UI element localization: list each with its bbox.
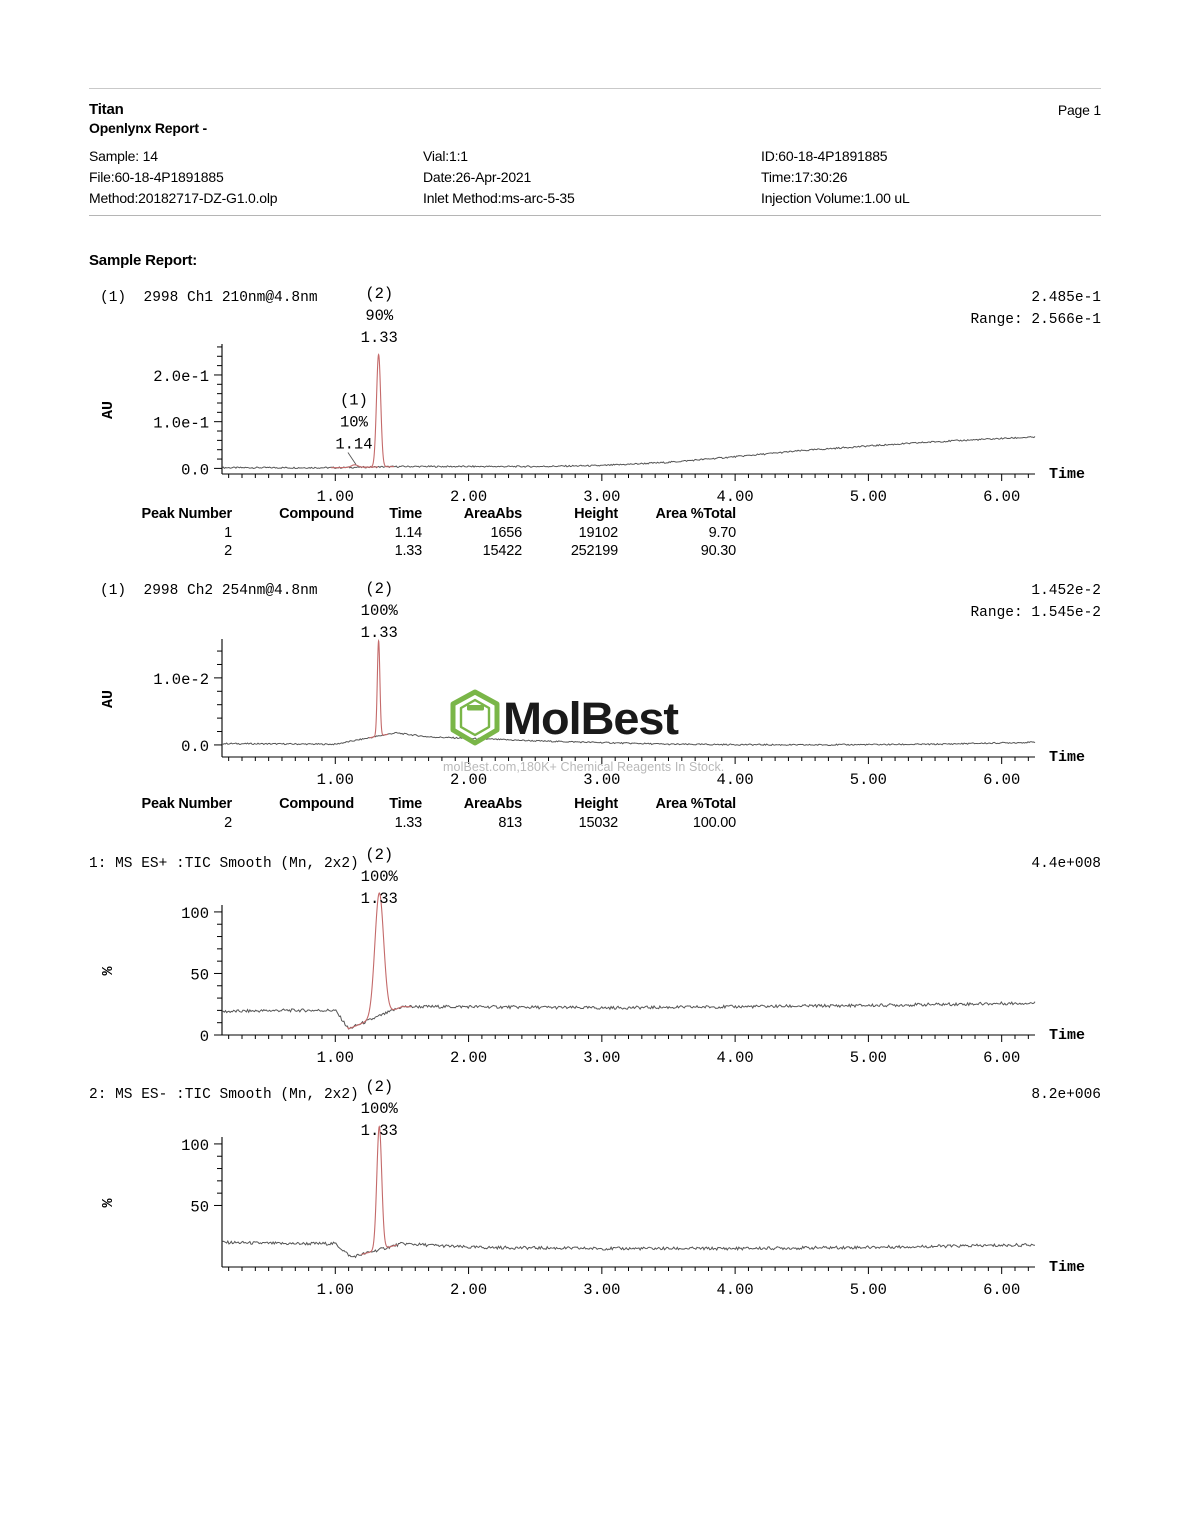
cell-time: 1.14 [394,525,422,541]
cell-time: 1.33 [394,543,422,559]
x-tick-label: 3.00 [583,1049,621,1067]
table-row [100,524,736,542]
peak-annotation-line: (2) [365,846,394,864]
x-tick-label: 5.00 [849,1281,888,1299]
cell-peak-number: 2 [224,543,232,559]
x-tick-label: 2.00 [449,488,488,506]
y-tick-label: 1.0e-2 [153,670,209,689]
y-tick-label: 0.0 [181,737,209,756]
annotation-leader-line [348,453,356,465]
chromatogram-ch1-210nm [0,285,1190,516]
y-axis-label: AU [100,689,117,709]
chart-title-ch2: (1) 2998 Ch2 254nm@4.8nm [100,583,318,599]
file-field: File:60-18-4P1891885 [89,169,224,185]
cell-height: 252199 [570,543,618,559]
peak-annotation-line: 1.33 [360,329,398,347]
instrument-name: Titan [89,101,124,118]
x-axis-label: Time [1049,749,1086,766]
watermark-tagline: molBest.com,180K+ Chemical Reagents In Stock. [443,760,725,774]
chart-title-ch1: (1) 2998 Ch1 210nm@4.8nm [100,290,318,306]
x-axis-label: Time [1049,1259,1086,1276]
x-tick-label: 5.00 [849,488,888,506]
chart-intensity-ch1: 2.485e-1 [1031,290,1101,306]
peak-annotation-line: 1.14 [335,435,373,454]
y-tick-label: 0 [199,1028,209,1046]
x-tick-label: 6.00 [983,771,1021,789]
peak-annotation-line: 10% [339,413,368,432]
cell-height: 15032 [578,815,618,831]
molbest-wordmark: MolBest [503,693,680,744]
cell-compound [232,542,354,560]
th-compound: Compound [279,796,354,812]
y-tick-label: 100 [181,1136,209,1155]
peak-annotation-line: (1) [339,391,368,410]
x-axis-label: Time [1049,1027,1086,1044]
x-tick-label: 3.00 [583,771,621,789]
sample-field: Sample: 14 [89,148,158,164]
th-height: Height [574,796,618,812]
y-tick-label: 50 [190,1198,209,1217]
peak-annotation-line: 1.33 [360,624,398,642]
table-row [100,814,736,832]
id-field: ID:60-18-4P1891885 [761,148,888,164]
x-tick-label: 1.00 [316,771,354,789]
x-tick-label: 5.00 [849,1049,888,1067]
th-peak-number: Peak Number [141,506,232,522]
cell-height: 19102 [578,525,618,541]
x-tick-label: 1.00 [316,488,354,506]
x-tick-label: 6.00 [983,1049,1021,1067]
vial-field: Vial:1:1 [423,148,468,164]
peak-annotation-line: (2) [365,1078,394,1096]
cell-peak-number: 1 [224,525,232,541]
table-ch1 [100,505,736,560]
chart-intensity-ms-es-neg: 8.2e+006 [1031,1087,1101,1103]
table-header-row [100,505,736,524]
header-rule-top [89,88,1101,89]
x-tick-label: 1.00 [316,1049,354,1067]
y-axis-label: % [100,1198,117,1208]
chart-title-ms-es-neg: 2: MS ES- :TIC Smooth (Mn, 2x2) [89,1087,359,1103]
section-title: Sample Report: [89,252,198,269]
y-axis-label: AU [100,400,117,420]
x-tick-label: 2.00 [449,1281,488,1299]
x-tick-label: 4.00 [716,771,754,789]
x-tick-label: 2.00 [449,771,488,789]
method-field: Method:20182717-DZ-G1.0.olp [89,190,278,206]
th-area-pct-total: Area %Total [655,506,736,522]
peak-annotation-line: 90% [365,307,394,325]
header-fields [89,146,1101,209]
chart-intensity-ch2: 1.452e-2 [1031,583,1101,599]
peak-annotation-line: (2) [365,285,394,303]
table-ch2 [100,795,736,832]
y-tick-label: 2.0e-1 [153,367,209,386]
x-tick-label: 3.00 [583,1281,621,1299]
th-peak-number: Peak Number [141,796,232,812]
x-axis-label: Time [1049,466,1086,483]
x-tick-label: 3.00 [583,488,621,506]
inlet-method-field: Inlet Method:ms-arc-5-35 [423,190,575,206]
cell-area-abs: 15422 [482,543,522,559]
peak-trace-1 [369,641,388,738]
y-tick-label: 1.0e-1 [153,414,209,433]
time-field: Time:17:30:26 [761,169,848,185]
chart-range-ch1: Range: 2.566e-1 [970,312,1101,328]
ch1-210nm-svg [0,285,1190,511]
y-axis-label: % [100,966,117,976]
x-tick-label: 1.00 [316,1281,354,1299]
report-title: Openlynx Report - [89,120,207,136]
x-tick-label: 2.00 [449,1049,488,1067]
report-header [89,100,1101,138]
page-number: Page 1 [1057,102,1101,118]
header-field-row [89,188,1101,209]
chart-range-ch2: Range: 1.545e-2 [970,605,1101,621]
peak-annotation-line: 100% [360,868,398,886]
header-field-row [89,146,1101,167]
peak-annotation-line: (2) [365,580,394,598]
cell-area-pct: 9.70 [708,525,736,541]
chart-intensity-ms-es-pos: 4.4e+008 [1031,856,1101,872]
table-header-row [100,795,736,814]
th-compound: Compound [279,506,354,522]
baseline-trace [222,1241,1035,1257]
x-tick-label: 5.00 [849,771,888,789]
cell-compound [232,524,354,542]
peak-annotation-line: 1.33 [360,890,398,908]
x-tick-label: 6.00 [983,488,1021,506]
y-tick-label: 0.0 [181,461,209,480]
cell-area-pct: 90.30 [700,543,736,559]
th-area-pct-total: Area %Total [655,796,736,812]
baseline-trace [222,732,1035,745]
peak-trace-1 [347,893,411,1029]
x-tick-label: 4.00 [716,1049,754,1067]
cell-area-pct: 100.00 [692,815,736,831]
y-tick-label: 100 [181,904,209,923]
y-tick-label: 50 [190,966,209,985]
injection-volume-field: Injection Volume:1.00 uL [761,190,910,206]
cell-compound [232,814,354,832]
x-tick-label: 6.00 [983,1281,1021,1299]
table-row [100,542,736,560]
cell-time: 1.33 [394,815,422,831]
cell-peak-number: 2 [224,815,232,831]
cell-area-abs: 813 [498,815,522,831]
peak-annotation-line: 100% [360,602,398,620]
header-rule-bottom [89,215,1101,216]
th-area-abs: AreaAbs [463,506,522,522]
chart-title-ms-es-pos: 1: MS ES+ :TIC Smooth (Mn, 2x2) [89,856,359,872]
cell-area-abs: 1656 [490,525,522,541]
peak-annotation-line: 100% [360,1100,398,1118]
x-tick-label: 4.00 [716,488,754,506]
peak-annotation-line: 1.33 [360,1122,398,1140]
x-tick-label: 4.00 [716,1281,754,1299]
th-time: Time [389,796,422,812]
baseline-trace [222,1002,1035,1029]
th-height: Height [574,506,618,522]
th-time: Time [389,506,422,522]
th-area-abs: AreaAbs [463,796,522,812]
header-field-row [89,167,1101,188]
peak-trace-1 [361,1127,397,1255]
date-field: Date:26-Apr-2021 [423,169,532,185]
